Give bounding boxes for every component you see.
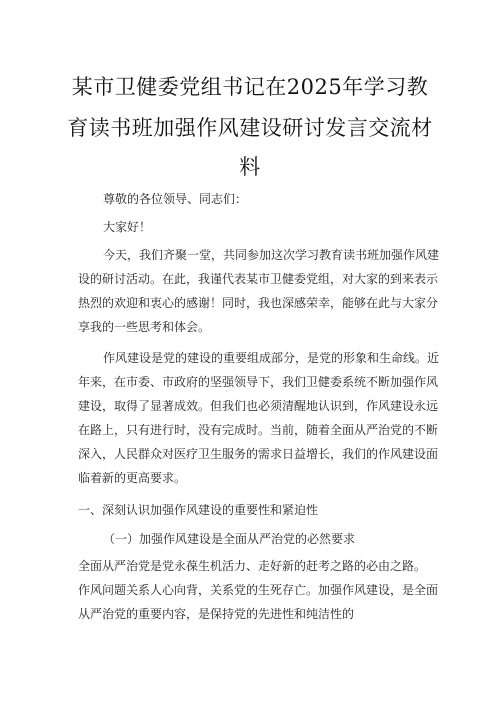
paragraph-3-line: 作风问题关系人心向背，关系党的生死存亡。加强作风建设，是全面 — [78, 583, 439, 597]
paragraph-2-line: 深入，人民群众对医疗卫生服务的需求日益增长，我们的作风建设面 — [78, 447, 439, 461]
salutation: 尊敬的各位领导、同志们： — [103, 192, 248, 206]
paragraph-1-line: 设的研讨活动。在此，我谨代表某市卫健委党组，对大家的到来表示 — [78, 272, 439, 286]
paragraph-1-line: 享我的一些思考和体会。 — [78, 320, 211, 334]
document-title-line-1: 某市卫健委党组书记在2025年学习教 — [71, 75, 429, 99]
paragraph-2-line: 年来，在市委、市政府的坚强领导下，我们卫健委系统不断加强作风 — [78, 375, 439, 389]
paragraph-3-line: 从严治党的重要内容，是保持党的先进性和纯洁性的 — [78, 607, 355, 621]
paragraph-2-line: 临着新的更高要求。 — [78, 471, 187, 485]
greeting: 大家好！ — [103, 220, 152, 234]
paragraph-1-line: 今天，我们齐聚一堂，共同参加这次学习教育读书班加强作风建 — [103, 248, 440, 262]
paragraph-3-line: 全面从严治党是党永葆生机活力、走好新的赶考之路的必由之路。 — [78, 559, 427, 573]
subsection-heading-1: （一）加强作风建设是全面从严治党的必然要求 — [103, 532, 356, 546]
paragraph-2-line: 作风建设是党的建设的重要组成部分，是党的形象和生命线。近 — [103, 351, 440, 365]
paragraph-2-line: 建设，取得了显著成效。但我们也必须清醒地认识到，作风建设永远 — [78, 399, 439, 413]
section-heading-1: 一、深刻认识加强作风建设的重要性和紧迫性 — [78, 503, 319, 517]
document-title-line-2: 育读书班加强作风建设研讨发言交流材 — [67, 116, 433, 140]
paragraph-1-line: 热烈的欢迎和衷心的感谢！同时，我也深感荣幸，能够在此与大家分 — [78, 296, 439, 310]
paragraph-2-line: 在路上，只有进行时，没有完成时。当前，随着全面从严治党的不断 — [78, 423, 439, 437]
document-title-line-3: 料 — [239, 155, 261, 179]
